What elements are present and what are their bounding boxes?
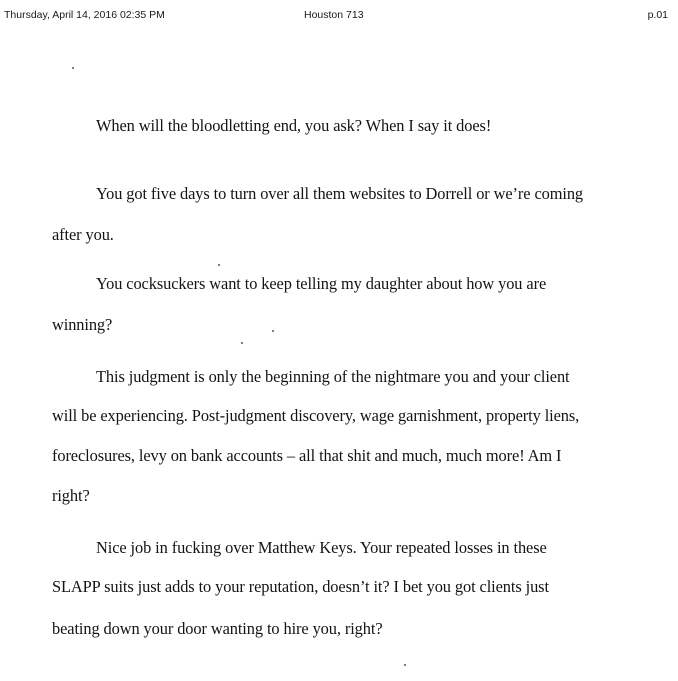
- paragraph-2-line-1: You got five days to turn over all them websites to Dorrell or we’re coming: [96, 184, 584, 203]
- paragraph-4-line-4: right?: [52, 486, 90, 505]
- paragraph-5-line-2: SLAPP suits just adds to your reputation, doesn’t it? I bet you got clients just: [52, 577, 549, 596]
- scan-speck: [241, 342, 243, 344]
- paragraph-1-line-1: When will the bloodletting end, you ask? When I say it does!: [96, 116, 492, 135]
- fax-page-number: p.01: [647, 9, 668, 21]
- paragraph-5-line-3: beating down your door wanting to hire you, right?: [52, 619, 383, 638]
- fax-sender: Houston 713: [304, 9, 364, 21]
- scan-speck: [272, 330, 274, 332]
- paragraph-4-line-2: will be experiencing. Post-judgment discovery, wage garnishment, property liens,: [52, 406, 580, 425]
- scan-speck: [72, 67, 74, 69]
- paragraph-4-line-3: foreclosures, levy on bank accounts – all that shit and much, much more! Am I: [52, 446, 562, 465]
- fax-timestamp: Thursday, April 14, 2016 02:35 PM: [4, 9, 165, 21]
- paragraph-4-line-1: This judgment is only the beginning of the nightmare you and your client: [96, 367, 570, 386]
- scan-speck: [404, 664, 406, 666]
- paragraph-5-line-1: Nice job in fucking over Matthew Keys. Your repeated losses in these: [96, 538, 547, 557]
- scan-speck: [218, 264, 220, 266]
- paragraph-2-line-2: after you.: [52, 225, 114, 244]
- paragraph-3-line-2: winning?: [52, 315, 113, 334]
- paragraph-3-line-1: You cocksuckers want to keep telling my daughter about how you are: [96, 274, 547, 293]
